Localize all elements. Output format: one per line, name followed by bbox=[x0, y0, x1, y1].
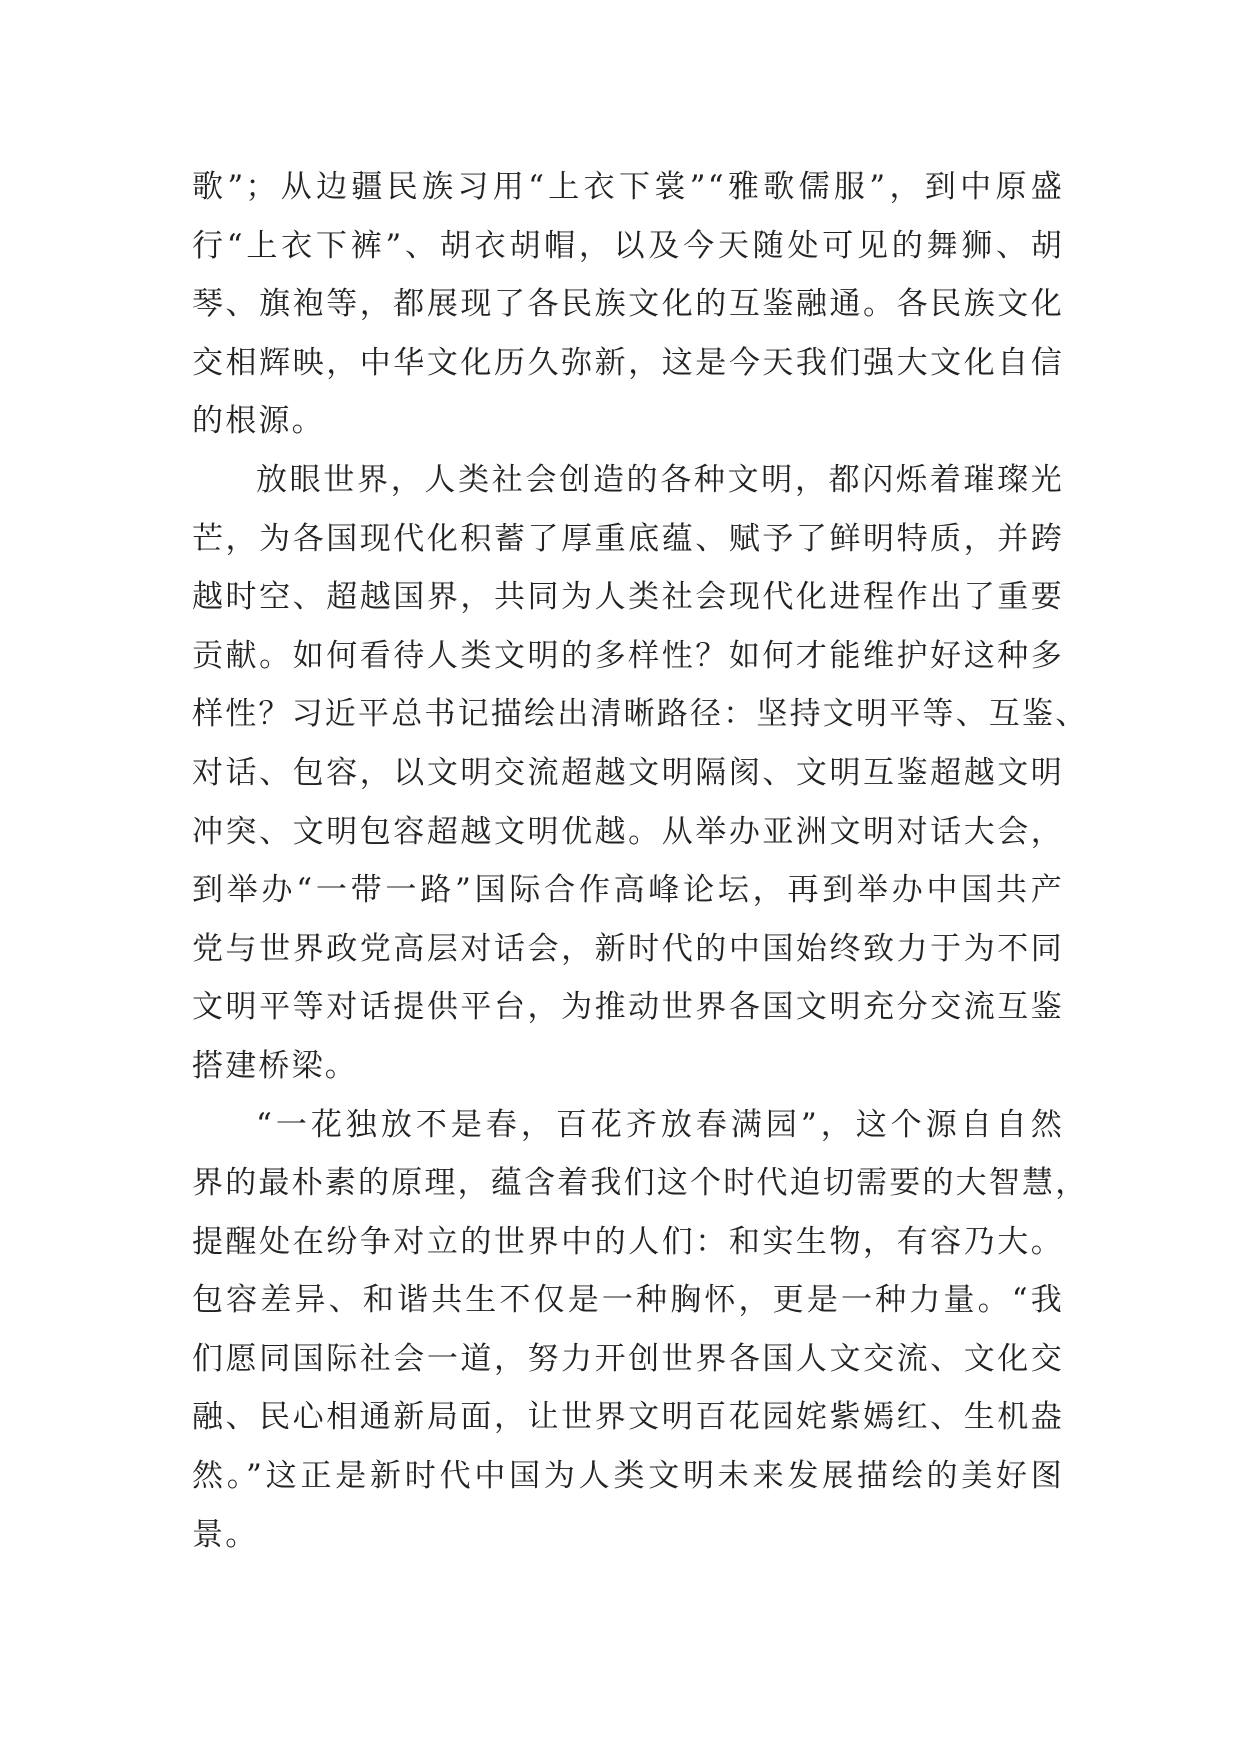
text-line: 文明平等对话提供平台，为推动世界各国文明充分交流互鉴 bbox=[192, 989, 1064, 1026]
text-line: 的根源。 bbox=[192, 403, 325, 440]
text-line: 行“上衣下裤”、胡衣胡帽，以及今天随处可见的舞狮、胡 bbox=[192, 227, 1064, 264]
text-line: 然。”这正是新时代中国为人类文明未来发展描绘的美好图 bbox=[192, 1458, 1064, 1495]
text-line: 交相辉映，中华文化历久弥新，这是今天我们强大文化自信 bbox=[192, 344, 1064, 381]
text-line: 们愿同国际社会一道，努力开创世界各国人文交流、文化交 bbox=[192, 1340, 1064, 1377]
text-line: 党与世界政党高层对话会，新时代的中国始终致力于为不同 bbox=[192, 930, 1064, 967]
text-line: 贡献。如何看待人类文明的多样性？如何才能维护好这种多 bbox=[192, 637, 1064, 674]
paragraph-start-line: 放眼世界，人类社会创造的各种文明，都闪烁着璀璨光 bbox=[256, 461, 1064, 498]
text-line: 越时空、超越国界，共同为人类社会现代化进程作出了重要 bbox=[192, 579, 1064, 616]
text-line: 芒，为各国现代化积蓄了厚重底蕴、赋予了鲜明特质，并跨 bbox=[192, 520, 1064, 557]
text-line: 冲突、文明包容超越文明优越。从举办亚洲文明对话大会， bbox=[192, 813, 1064, 850]
text-line: 提醒处在纷争对立的世界中的人们：和实生物，有容乃大。 bbox=[192, 1223, 1064, 1260]
text-line: 搭建桥梁。 bbox=[192, 1047, 358, 1084]
text-line: 景。 bbox=[192, 1516, 259, 1553]
text-line: 界的最朴素的原理，蕴含着我们这个时代迫切需要的大智慧， bbox=[192, 1165, 1089, 1202]
text-line: 融、民心相通新局面，让世界文明百花园姹紫嫣红、生机盎 bbox=[192, 1399, 1064, 1436]
text-line: 歌”；从边疆民族习用“上衣下裳”“雅歌儒服”，到中原盛 bbox=[192, 169, 1064, 205]
text-line: 琴、旗袍等，都展现了各民族文化的互鉴融通。各民族文化 bbox=[192, 286, 1064, 323]
text-line: 样性？习近平总书记描绘出清晰路径：坚持文明平等、互鉴、 bbox=[192, 696, 1089, 733]
text-line: 到举办“一带一路”国际合作高峰论坛，再到举办中国共产 bbox=[192, 872, 1064, 909]
text-line: 对话、包容，以文明交流超越文明隔阂、文明互鉴超越文明 bbox=[192, 754, 1064, 791]
body-text bbox=[192, 158, 1089, 1564]
text-line: 包容差异、和谐共生不仅是一种胸怀，更是一种力量。“我 bbox=[192, 1282, 1064, 1319]
paragraph-start-line: “一花独放不是春，百花齐放春满园”，这个源自自然 bbox=[256, 1106, 1064, 1143]
